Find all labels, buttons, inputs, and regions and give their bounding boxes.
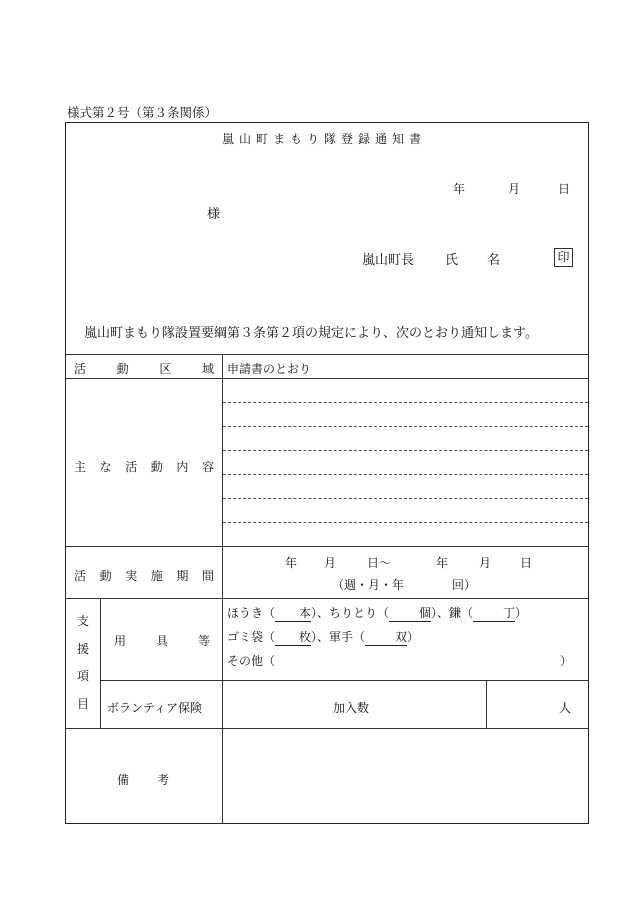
name-label-1: 氏 <box>445 253 459 268</box>
form-title: 嵐山町まもり隊登録通知書 <box>222 132 427 146</box>
period-start-month: 月 <box>324 556 337 570</box>
rule-remarks-top <box>65 728 589 729</box>
name-label-2: 名 <box>487 253 501 268</box>
rule-area-bottom-right <box>222 378 589 379</box>
insurance-unit: 人 <box>559 701 572 715</box>
insurance-count-label: 加入数 <box>333 701 370 715</box>
period-end-month: 月 <box>479 556 492 570</box>
remarks-label: 備 考 <box>117 773 169 787</box>
period-label: 活 動 実 施 期 間 <box>74 569 214 583</box>
activity-line <box>223 498 588 499</box>
area-label: 活 動 区 域 <box>74 362 214 376</box>
rule-label-column <box>222 354 223 823</box>
kama-blank[interactable]: 丁 <box>473 604 515 622</box>
tools-label: 用 具 等 <box>114 634 210 648</box>
period-start-day: 日～ <box>367 556 392 570</box>
notice-text: 嵐山町まもり隊設置要綱第３条第２項の規定により、次のとおり通知します。 <box>84 326 538 341</box>
activity-line <box>223 426 588 427</box>
seal-mark: 印 <box>554 248 573 267</box>
tools-other-open: その他（ <box>227 654 276 668</box>
gomi-blank[interactable]: 枚 <box>275 628 311 646</box>
form-number-label: 様式第２号（第３条関係） <box>67 105 218 120</box>
tools-other-close: ） <box>560 654 573 668</box>
addressee-suffix: 様 <box>207 207 221 222</box>
tools-line-2: ゴミ袋（ 枚）、軍手（ 双） <box>227 630 420 644</box>
tools-line-1: ほうき（ 本）、ちりとり（ 個）、鎌（ 丁） <box>227 606 528 620</box>
activity-line <box>223 522 588 523</box>
houki-blank[interactable]: 本 <box>275 604 311 622</box>
rule-area-bottom-left <box>65 378 222 379</box>
rule-support-subcolumn <box>100 598 101 728</box>
area-value: 申請書のとおり <box>227 362 312 376</box>
activity-line <box>223 402 588 403</box>
gunte-blank[interactable]: 双 <box>365 628 407 646</box>
activities-label: 主 な 活 動 内 容 <box>74 460 214 474</box>
date-day-label: 日 <box>558 182 571 196</box>
support-label: 支 援 項 目 <box>76 614 89 711</box>
insurance-label: ボランティア保険 <box>107 701 203 715</box>
activity-line <box>223 474 588 475</box>
period-frequency-open: （週・月・年 <box>332 578 405 592</box>
date-year-label: 年 <box>453 182 466 196</box>
activity-line <box>223 450 588 451</box>
rule-area-top <box>65 354 589 355</box>
rule-insurance-count-column <box>486 680 487 728</box>
date-month-label: 月 <box>508 182 521 196</box>
period-end-day: 日 <box>520 556 533 570</box>
period-start-year: 年 <box>285 556 298 570</box>
period-end-year: 年 <box>436 556 449 570</box>
chiritori-blank[interactable]: 個 <box>389 604 431 622</box>
issuer-title: 嵐山町長 <box>362 253 415 268</box>
rule-insurance-top <box>100 680 589 681</box>
rule-support-top <box>65 598 589 599</box>
period-frequency-close: 回） <box>452 578 477 592</box>
rule-period-top <box>65 546 589 547</box>
